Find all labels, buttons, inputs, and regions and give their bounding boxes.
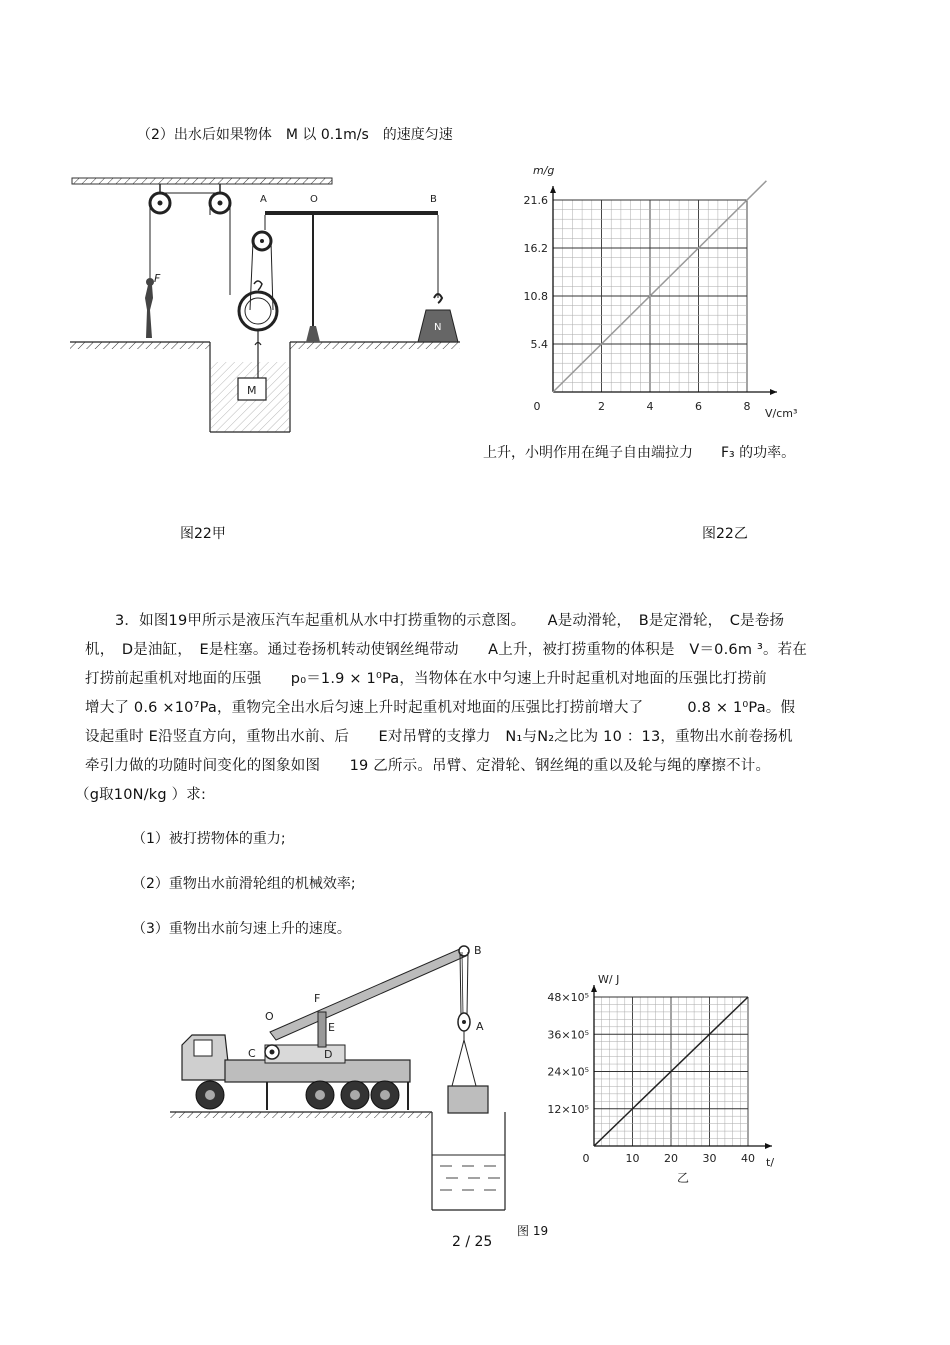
- y-tick-label: 48×10⁵: [547, 991, 589, 1004]
- y-tick-label: 5.4: [530, 338, 548, 351]
- x-axis-arrow: [765, 1143, 772, 1149]
- x-tick-label: 10: [625, 1152, 640, 1165]
- figure-19b-work-time-chart: [540, 965, 780, 1185]
- figure-22a-caption: 图22甲: [180, 526, 226, 542]
- x-tick-label: 6: [695, 400, 702, 413]
- label-F: F: [154, 272, 161, 285]
- y-tick-label: 10.8: [523, 290, 548, 303]
- problem-3-line: 牵引力做的功随时间变化的图象如图 19 乙所示。吊臂、定滑轮、钢丝绳的重以及轮与绳的摩擦不计。: [85, 758, 771, 774]
- problem-3-line: 设起重时 E沿竖直方向，重物出水前、后 E对吊臂的支撑力 N₁与N₂之比为 10 ：13，重物出水前卷扬机: [85, 729, 793, 745]
- label-C: C: [248, 1047, 256, 1060]
- y-axis-arrow: [591, 985, 597, 992]
- problem-3-text: [75, 607, 865, 810]
- label-B: B: [474, 944, 482, 957]
- label-N: N: [434, 322, 442, 333]
- label-O: O: [310, 194, 318, 205]
- figure-22b-mass-volume-chart: [515, 160, 815, 430]
- problem-3-line: 打捞前起重机对地面的压强 p₀＝1.9 × 1⁰Pa，当物体在水中匀速上升时起重机对地面的压强比打捞前: [85, 671, 767, 687]
- chart19-ylabel: W/ J: [598, 973, 620, 986]
- x-tick-label: 0: [533, 400, 541, 413]
- x-tick-label: 20: [664, 1152, 678, 1165]
- chart22-ticks: [524, 194, 751, 413]
- x-axis-arrow: [770, 389, 777, 395]
- question-2-intro: （2）出水后如果物体 M 以 0.1m/s 的速度匀速: [137, 127, 453, 143]
- chart22-ylabel: m/g: [533, 164, 555, 177]
- y-tick-label: 16.2: [523, 242, 548, 255]
- problem-3-line: 增大了 0.6 ×10⁷Pa，重物完全出水后匀速上升时起重机对地面的压强比打捞前增大了 0.8 × 1⁰Pa。假: [85, 700, 796, 716]
- label-F: F: [314, 992, 321, 1005]
- chart22-xlabel: V/cm³: [765, 407, 798, 420]
- x-tick-label: 30: [702, 1152, 717, 1165]
- question-3-2: （2）重物出水前滑轮组的机械效率;: [132, 876, 356, 892]
- x-tick-label: 2: [598, 400, 605, 413]
- question-3-3: （3）重物出水前匀速上升的速度。: [132, 921, 351, 937]
- label-B: B: [430, 194, 437, 205]
- question-3-1: （1）被打捞物体的重力;: [132, 831, 286, 847]
- figure-22a-pulley-diagram: [70, 170, 470, 450]
- problem-3-line: 3．如图19甲所示是液压汽车起重机从水中打捞重物的示意图。 A是动滑轮， B是定滑轮， C是卷扬: [115, 613, 785, 629]
- figure-22b-caption: 图22乙: [702, 526, 748, 542]
- y-tick-label: 36×10⁵: [547, 1028, 589, 1042]
- chart19-axes: [591, 985, 772, 1149]
- chart19-xlabel: t/: [766, 1156, 775, 1169]
- x-tick-label: 0: [582, 1152, 590, 1165]
- problem-3-line: 机， D是油缸， E是柱塞。通过卷扬机转动使钢丝绳带动 A上升，被打捞重物的体积是 V＝0.6m ³。若在: [85, 642, 808, 658]
- label-M: M: [247, 384, 257, 397]
- x-tick-label: 8: [743, 400, 751, 413]
- label-O: O: [265, 1010, 274, 1023]
- x-tick-label: 4: [646, 400, 654, 413]
- chart22-axes: [550, 186, 777, 395]
- problem-3-line: （g取10N/kg ）求:: [75, 787, 207, 803]
- label-E: E: [328, 1021, 335, 1034]
- figure-19-caption: 图 19: [517, 1224, 549, 1238]
- label-A: A: [260, 194, 267, 205]
- label-D: D: [324, 1048, 333, 1061]
- page-number: 2 / 25: [452, 1234, 493, 1250]
- chart19-ticks: [547, 991, 755, 1165]
- y-tick-label: 21.6: [523, 194, 548, 207]
- y-tick-label: 12×10⁵: [547, 1102, 589, 1116]
- y-axis-arrow: [550, 186, 556, 193]
- y-tick-label: 24×10⁵: [547, 1065, 589, 1079]
- label-A: A: [476, 1020, 484, 1033]
- question-2-continuation: 上升，小明作用在绳子自由端拉力 F₃ 的功率。: [483, 445, 796, 461]
- figure-19a-crane-diagram: [170, 940, 530, 1220]
- chart19-sub-caption: 乙: [677, 1171, 690, 1185]
- x-tick-label: 40: [741, 1152, 755, 1165]
